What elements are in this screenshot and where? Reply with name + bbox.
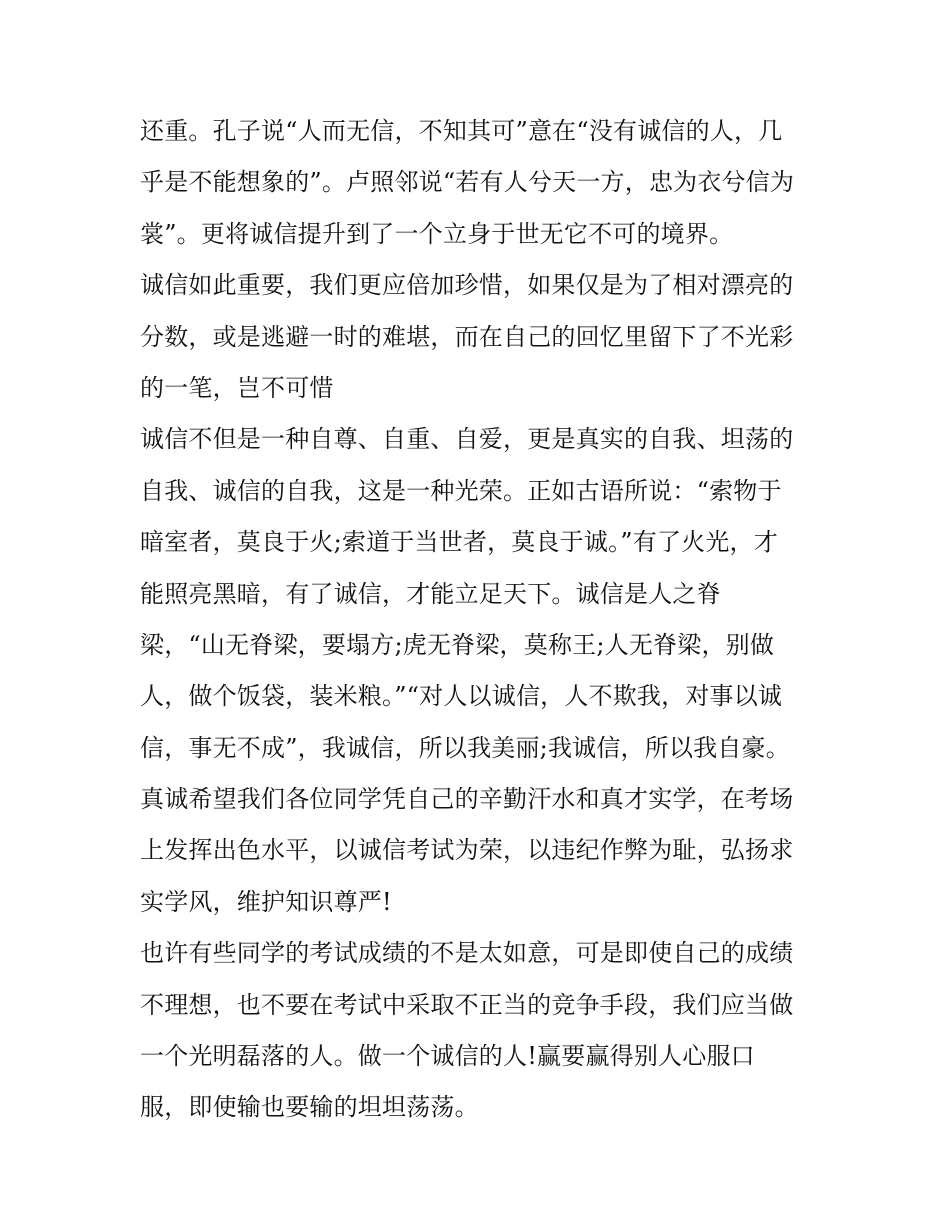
- text-line: 自我、诚信的自我，这是一种光荣。正如古语所说：“索物于: [140, 476, 782, 505]
- text-line: 服，即使输也要输的坦坦荡荡。: [140, 1093, 479, 1122]
- text-line: 分数，或是逃避一时的难堪，而在自己的回忆里留下了不光彩: [140, 322, 794, 351]
- text-line: 实学风，维护知识尊严!: [140, 887, 392, 916]
- text-line: 的一笔，岂不可惜: [140, 373, 334, 402]
- text-line: 乎是不能想象的”。卢照邻说“若有人兮天一方，忠为衣兮信为: [140, 168, 795, 197]
- text-line: 诚信如此重要，我们更应倍加珍惜，如果仅是为了相对漂亮的: [140, 271, 794, 300]
- text-line: 诚信不但是一种自尊、自重、自爱，更是真实的自我、坦荡的: [140, 425, 794, 454]
- text-line: 人，做个饭袋，装米粮。”“对人以诚信，人不欺我，对事以诚: [140, 682, 783, 711]
- text-line: 梁，“山无脊梁，要塌方;虎无脊梁，莫称王;人无脊梁，别做: [140, 630, 775, 659]
- body-text: [140, 106, 820, 1134]
- text-line: 还重。孔子说“人而无信，不知其可”意在“没有诚信的人，几: [140, 117, 783, 145]
- text-line: 能照亮黑暗，有了诚信，才能立足天下。诚信是人之脊: [140, 579, 721, 608]
- text-line: 上发挥出色水平，以诚信考试为荣，以违纪作弊为耻，弘扬求: [140, 836, 794, 865]
- text-line: 暗室者，莫良于火;索道于当世者，莫良于诚。”有了火光，才: [140, 528, 778, 557]
- text-line: 真诚希望我们各位同学凭自己的辛勤汗水和真才实学，在考场: [140, 785, 794, 814]
- text-line: 也许有些同学的考试成绩的不是太如意，可是即使自己的成绩: [140, 939, 794, 968]
- text-line: 信，事无不成”，我诚信，所以我美丽;我诚信，所以我自豪。: [140, 733, 790, 762]
- text-line: 裳”。更将诚信提升到了一个立身于世无它不可的境界。: [140, 219, 734, 248]
- text-line: 不理想，也不要在考试中采取不正当的竞争手段，我们应当做: [140, 990, 794, 1019]
- text-line: 一个光明磊落的人。做一个诚信的人!赢要赢得别人心服口: [140, 1042, 755, 1071]
